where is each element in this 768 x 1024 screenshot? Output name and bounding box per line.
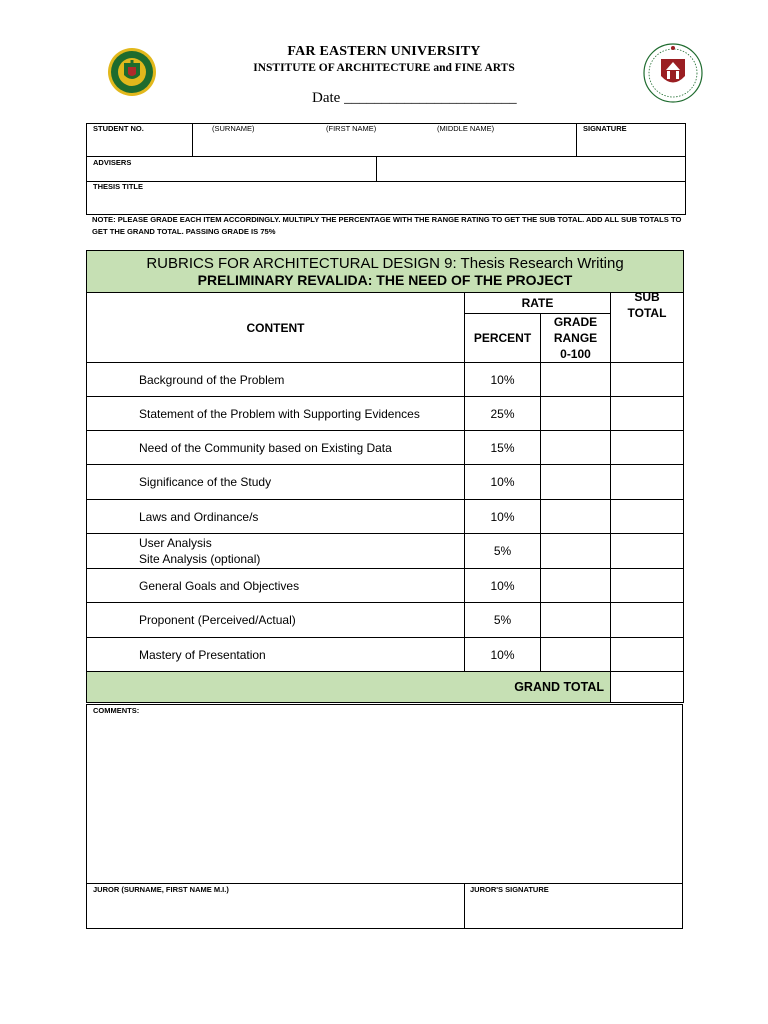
table-row [87,500,684,534]
criterion-line: User Analysis [139,536,212,550]
subtotal-cell[interactable] [611,569,684,603]
criterion-line: Site Analysis (optional) [139,552,261,566]
grade-input-cell[interactable] [541,569,611,603]
date-line: _______________________ [344,90,517,106]
advisers-label: ADVISERS [93,158,132,167]
grade-input-cell[interactable] [541,603,611,638]
grade-input-cell[interactable] [541,534,611,569]
percent-value: 10% [465,500,541,534]
grade-input-cell[interactable] [541,431,611,465]
percent-value: 10% [465,363,541,397]
criterion [87,534,465,569]
rubric-table [86,250,684,703]
percent-value: 15% [465,431,541,465]
subtotal-cell[interactable] [611,534,684,569]
criterion: General Goals and Objectives [87,569,465,603]
rubric-title-row [87,251,684,273]
thesis-title-label: THESIS TITLE [93,182,144,191]
juror-name-label: JUROR (SURNAME, FIRST NAME M.I.) [93,885,229,894]
rubric-subtitle-row [87,272,684,293]
subtotal-cell[interactable] [611,431,684,465]
student-no-label: STUDENT NO. [93,124,144,133]
percent-value: 10% [465,569,541,603]
table-row [87,569,684,603]
grand-total-cell[interactable] [611,672,684,703]
table-row [87,363,684,397]
percent-value: 25% [465,397,541,431]
surname-label: (SURNAME) [212,124,255,133]
date-field[interactable] [312,90,517,107]
subtotal-cell[interactable] [611,603,684,638]
table-row [87,638,684,672]
subtotal-cell[interactable] [611,500,684,534]
subtotal-cell[interactable] [611,465,684,500]
first-name-label: (FIRST NAME) [326,124,377,133]
rubric-subtitle: PRELIMINARY REVALIDA: THE NEED OF THE PROJECT [87,272,684,293]
criterion: Need of the Community based on Existing Data [87,431,465,465]
sub-total-header: SUB TOTAL [611,293,684,363]
table-row [87,603,684,638]
university-name: FAR EASTERN UNIVERSITY [287,44,481,59]
table-row [87,534,684,569]
criterion: Proponent (Perceived/Actual) [87,603,465,638]
comments-label: COMMENTS: [93,706,140,715]
subtotal-cell[interactable] [611,363,684,397]
subtotal-cell[interactable] [611,638,684,672]
document-header [0,44,768,74]
grand-total-label: GRAND TOTAL [87,672,611,703]
criterion: Background of the Problem [87,363,465,397]
grade-input-cell[interactable] [541,465,611,500]
criterion: Statement of the Problem with Supporting Evidences [87,397,465,431]
grade-input-cell[interactable] [541,638,611,672]
table-row [87,465,684,500]
percent-value: 5% [465,534,541,569]
grade-range-header: GRADE RANGE 0-100 [541,314,611,363]
percent-header: PERCENT [465,314,541,363]
subtotal-cell[interactable] [611,397,684,431]
table-row [87,431,684,465]
date-label: Date [312,90,341,106]
grading-note: NOTE: PLEASE GRADE EACH ITEM ACCORDINGLY. MULTIPLY THE PERCENTAGE WITH THE RANGE RATING TO GET THE SUB TOTAL. ADD ALL SUB TOTALS TO GET THE GRAND TOTAL. PASSING GRADE IS 75% [92,215,682,236]
percent-value: 5% [465,603,541,638]
grade-input-cell[interactable] [541,363,611,397]
criterion: Mastery of Presentation [87,638,465,672]
grade-input-cell[interactable] [541,397,611,431]
institute-name: INSTITUTE OF ARCHITECTURE and FINE ARTS [253,62,515,74]
rubric-title: RUBRICS FOR ARCHITECTURAL DESIGN 9: Thesis Research Writing [87,251,684,273]
middle-name-label: (MIDDLE NAME) [437,124,495,133]
criterion: Significance of the Study [87,465,465,500]
student-info-box [86,123,686,215]
grade-input-cell[interactable] [541,500,611,534]
grand-total-row [87,672,684,703]
criterion: Laws and Ordinance/s [87,500,465,534]
percent-value: 10% [465,465,541,500]
juror-signature-label: JUROR'S SIGNATURE [470,885,549,894]
comments-box[interactable] [86,704,683,929]
percent-value: 10% [465,638,541,672]
signature-label: SIGNATURE [583,124,627,133]
content-header: CONTENT [87,293,465,363]
table-row [87,397,684,431]
rate-header: RATE [465,293,611,314]
